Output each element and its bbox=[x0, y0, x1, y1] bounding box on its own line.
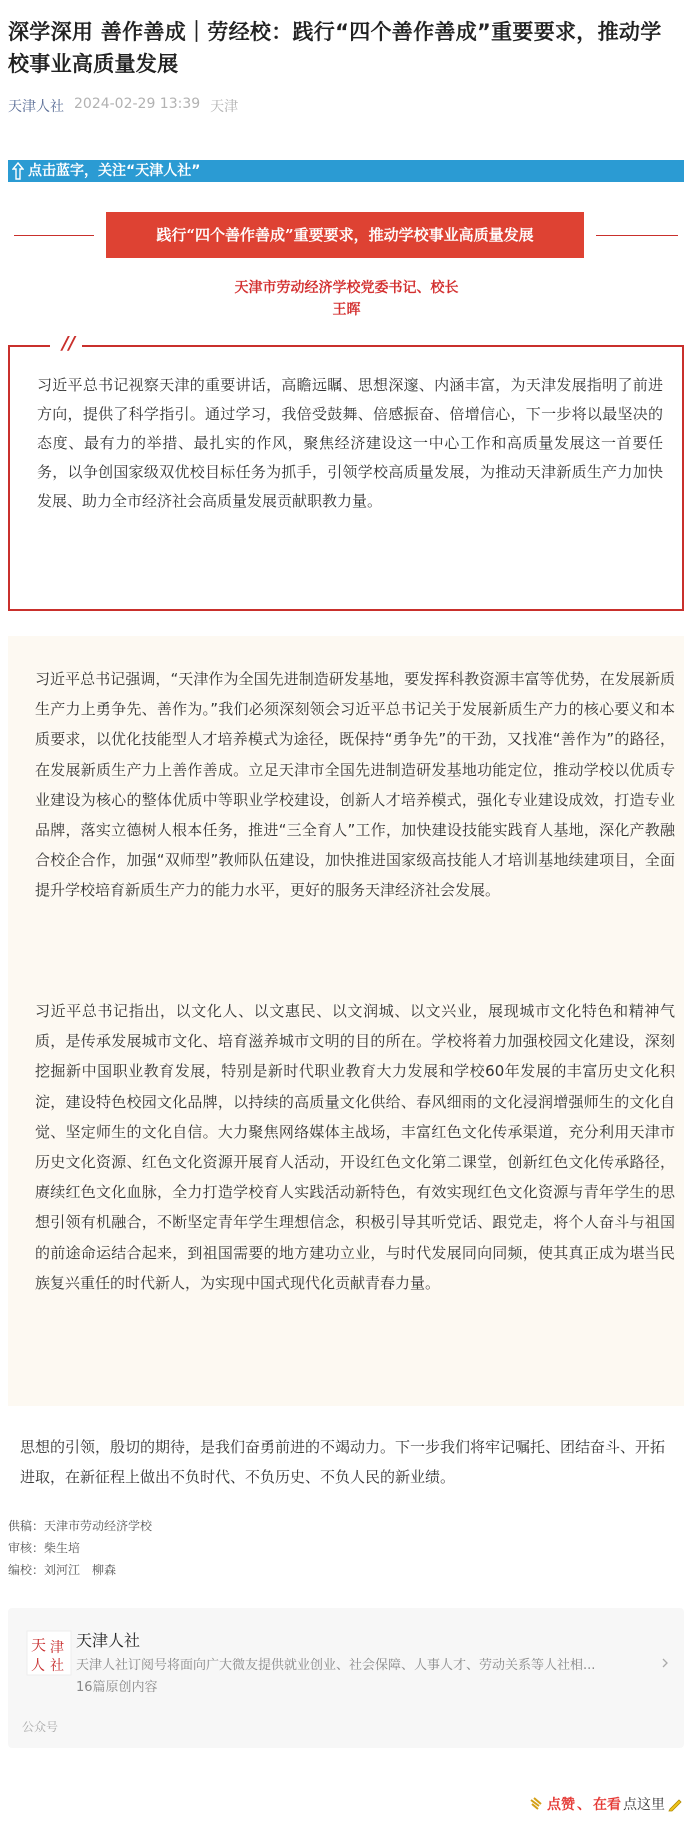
banner-divider-right bbox=[596, 235, 678, 236]
author-role: 天津市劳动经济学校党委书记、校长 bbox=[234, 280, 459, 296]
quote-text: 习近平总书记视察天津的重要讲话，高瞻远瞩、思想深邃、内涵丰富，为天津发展指明了前进方向，提供了科学指引。通过学习，我倍受鼓舞、倍感振奋、倍增信心，下一步将以最坚决的态度、最有力的举措、最扎实的作风，聚焦经济建设这一中心工作和高质量发展这一首要任务，以争创国家级双优校目标任务为抓手，引领学校高质量发展，为推动天津新质生产力加快发展、助力全市经济社会高质量发展贡献职教力量。 bbox=[37, 376, 663, 510]
publish-location: 天津 bbox=[210, 99, 239, 115]
pencil-icon bbox=[667, 1796, 683, 1812]
banner-divider-left bbox=[14, 235, 94, 236]
account-article-count: 16篇原创内容 bbox=[76, 1680, 158, 1695]
up-arrow-icon bbox=[12, 162, 24, 180]
quote-box-border bbox=[82, 345, 682, 347]
cta-rest-label: 点这里 bbox=[623, 1797, 665, 1813]
cta-separator: 、 bbox=[577, 1797, 591, 1813]
quote-box bbox=[8, 333, 684, 611]
follow-banner[interactable] bbox=[8, 160, 684, 182]
credit-source: 供稿：天津市劳动经济学校 bbox=[8, 1519, 153, 1533]
article-meta bbox=[8, 96, 238, 116]
publish-date: 2024-02-29 13:39 bbox=[74, 96, 201, 112]
quote-box-border bbox=[10, 345, 50, 347]
logo-char-4: 社 bbox=[50, 1658, 64, 1674]
like-view-prompt bbox=[529, 1794, 683, 1814]
article-title: 深学深用 善作善成｜劳经校：践行“四个善作善成”重要要求，推动学校事业高质量发展 bbox=[8, 20, 662, 76]
credits bbox=[8, 1515, 152, 1581]
logo-char-2: 津 bbox=[50, 1640, 64, 1656]
logo-char-1: 天 bbox=[31, 1636, 47, 1654]
hand-point-icon bbox=[529, 1796, 545, 1812]
body-paragraph-1: 习近平总书记强调，“天津作为全国先进制造研发基地，要发挥科教资源丰富等优势，在发展新质生产力上勇争先、善作为。”我们必须深刻领会习近平总书记关于发展新质生产力的核心要义和本质要求，以优化技能型人才培养模式为途径，既保持“勇争先”的干劲，又找准“善作为”的路径，在发展新质生产力上善作善成。立足天津市全国先进制造研发基地功能定位，推动学校以优质专业建设为核心的整体优质中等职业学校建设，创新人才培养模式，强化专业建设成效，打造专业品牌，落实立德树人根本任务，推进“三全育人”工作，加快建设技能实践育人基地，深化产教融合校企合作，加强“双师型”教师队伍建设，加快推进国家级高技能人才培训基地续建项目，全面提升学校培育新质生产力的能力水平，更好的服务天津经济社会发展。 bbox=[35, 670, 675, 900]
account-description: 天津人社订阅号将面向广大微友提供就业创业、社会保障、人事人才、劳动关系等人社相... bbox=[76, 1658, 596, 1673]
logo-char-3: 人 bbox=[31, 1658, 45, 1674]
account-card[interactable] bbox=[8, 1608, 684, 1748]
account-link[interactable]: 天津人社 bbox=[8, 99, 64, 115]
quote-mark-icon: // bbox=[62, 333, 76, 354]
account-type-label: 公众号 bbox=[22, 1720, 59, 1734]
account-logo bbox=[26, 1630, 72, 1676]
view-label[interactable]: 在看 bbox=[593, 1797, 621, 1813]
content-panel bbox=[8, 636, 684, 1406]
account-name: 天津人社 bbox=[76, 1631, 141, 1650]
credit-editor: 编校：刘河江 柳森 bbox=[8, 1563, 117, 1577]
like-label[interactable]: 点赞 bbox=[547, 1797, 575, 1813]
follow-banner-label: 点击蓝字，关注“天津人社” bbox=[28, 163, 201, 179]
closing-paragraph: 思想的引领，殷切的期待，是我们奋勇前进的不竭动力。下一步我们将牢记嘱托、团结奋斗、开拓进取，在新征程上做出不负时代、不负历史、不负人民的新业绩。 bbox=[20, 1438, 666, 1486]
chevron-right-icon bbox=[660, 1658, 670, 1668]
body-paragraph-2: 习近平总书记指出，以文化人、以文惠民、以文润城、以文兴业，展现城市文化特色和精神气质，是传承发展城市文化、培育滋养城市文明的目的所在。学校将着力加强校园文化建设，深刻挖掘新中国职业教育发展，特别是新时代职业教育大力发展和学校60年发展的丰富历史文化积淀，建设特色校园文化品牌，以持续的高质量文化供给、春风细雨的文化浸润增强师生的文化自觉、坚定师生的文化自信。大力聚焦网络媒体主战场，丰富红色文化传承渠道，充分利用天津市历史文化资源、红色文化资源开展育人活动，开设红色文化第二课堂，创新红色文化传承路径，赓续红色文化血脉，全力打造学校育人实践活动新特色，有效实现红色文化资源与青年学生的思想引领有机融合，不断坚定青年学生理想信念，积极引导其听党话、跟党走，将个人奋斗与祖国的前途命运结合起来，到祖国需要的地方建功立业，与时代发展同向同频，使其真正成为堪当民族复兴重任的时代新人，为实现中国式现代化贡献青春力量。 bbox=[35, 1002, 675, 1292]
section-banner: 践行“四个善作善成”重要要求，推动学校事业高质量发展 bbox=[106, 212, 584, 258]
author-name: 王晖 bbox=[332, 302, 361, 318]
credit-reviewer: 审核：柴生培 bbox=[8, 1541, 81, 1555]
